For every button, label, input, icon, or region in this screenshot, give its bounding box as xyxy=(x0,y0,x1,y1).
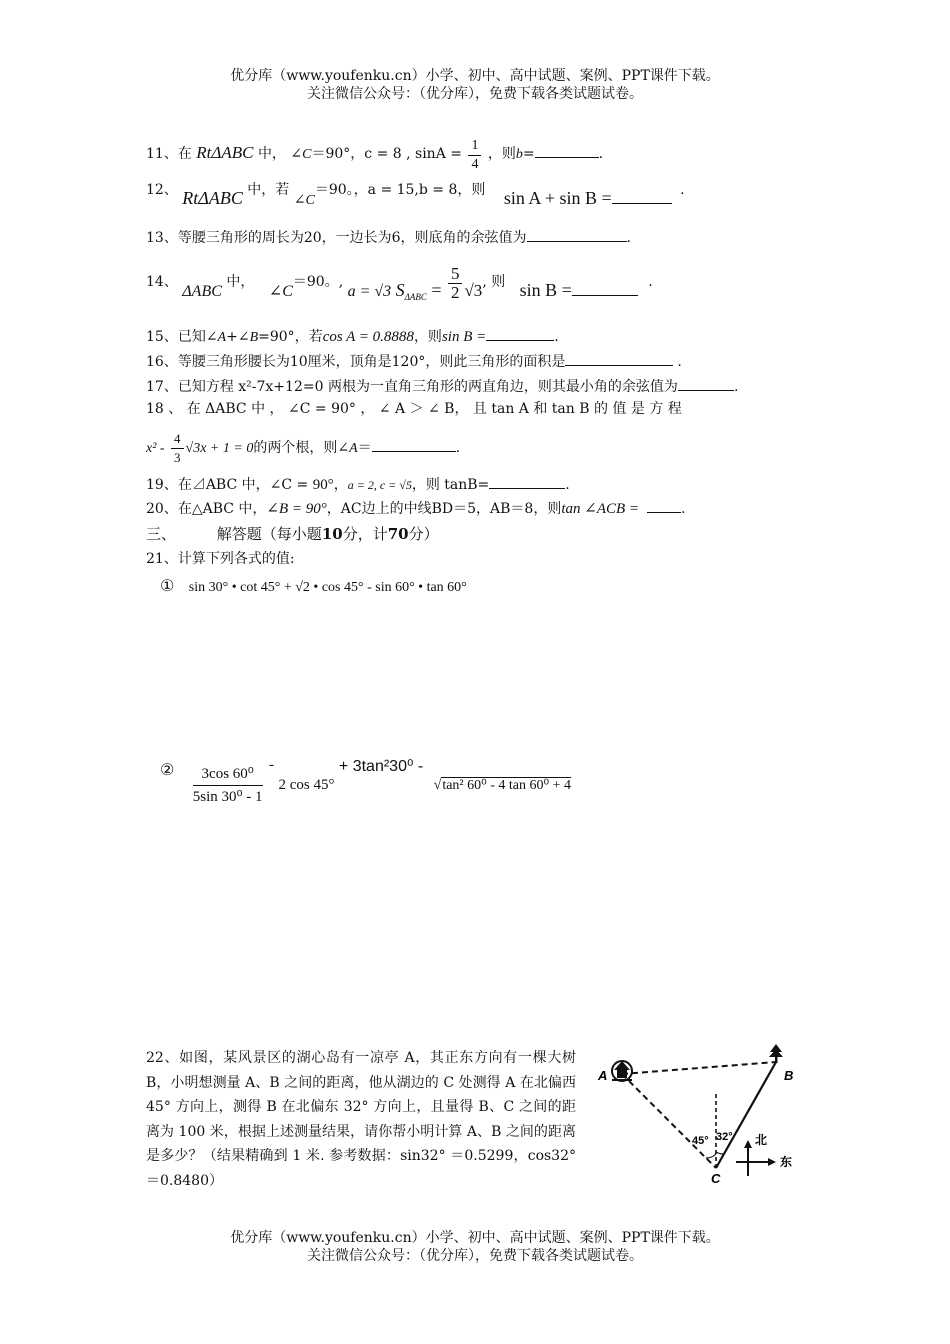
answer-blank[interactable] xyxy=(572,281,638,296)
answer-blank[interactable] xyxy=(372,437,456,452)
question-11: 11、在 RtΔABC 中， ∠C＝90°，c = 8 , sinA = $\frac{1}{4}$ ，则b= . xyxy=(146,138,604,172)
question-15: 15、已知∠A+∠B=90°，若cos A = 0.8888，则sin B = . xyxy=(146,326,559,348)
answer-blank[interactable] xyxy=(486,326,554,341)
fraction: $\frac{4}{3}$ xyxy=(171,430,184,467)
section-heading: 三、 解答题（每小题10分，计70分） xyxy=(146,525,439,543)
fraction: $\frac{1}{4}$ xyxy=(468,137,481,174)
label-a: A xyxy=(598,1068,608,1083)
answer-blank[interactable] xyxy=(489,474,565,489)
question-18: 18 、 在 ΔABC 中 ， ∠C = 90° ， ∠ A ＞ ∠ B， 且 tan A 和 tan B 的 值 是 方 程 xyxy=(146,401,682,417)
label-c: C xyxy=(711,1171,721,1185)
question-22: 22、如图，某风景区的湖心岛有一凉亭 A，其正东方向有一棵大树 B，小明想测量 A、B 之间的距离，他从湖边的 C 处测得 A 在北偏西 45° 方向上，测得 B 在北偏东 32° 方向上，且量得 B、C 之间的距离为 100 米，根据上述测量结果，请你帮小明计算 A、B 之间的距离是多少？（结果精确到 1 米. 参考数据：sin32° ＝0.5299，cos32° ＝0.8480） xyxy=(146,1050,576,1189)
fraction: $\frac{\text{3cos 60⁰}}{\text{5sin 30⁰ - 1}}$ xyxy=(193,763,263,808)
question-21-part-1: ① sin 30° • cot 45° + √2 • cos 45° - sin 60° • tan 60° xyxy=(160,576,467,595)
answer-blank[interactable] xyxy=(647,498,681,513)
angle-label-right: 32° xyxy=(716,1131,733,1143)
question-18-cont: x² - $\frac{4}{3}$ √3x + 1 = 0的两个根，则∠A＝ . xyxy=(146,431,461,465)
angle-arc-left xyxy=(706,1154,716,1158)
north-label: 北 xyxy=(755,1133,768,1147)
segment-ab xyxy=(622,1062,776,1074)
tree-icon xyxy=(769,1044,783,1063)
header-line-1: 优分库（www.youfenku.cn）小学、初中、高中试题、案例、PPT课件下载。 xyxy=(230,68,720,84)
question-13: 13、等腰三角形的周长为20，一边长为6，则底角的余弦值为 . xyxy=(146,227,631,248)
question-21-part-2: ② $\frac{\text{3cos 60⁰}}{\text{5sin 30⁰ - 1}}$ - 2 cos 45° + 3tan²30⁰ - √tan² 60⁰ - 4 tan 60⁰ + 4 xyxy=(160,762,571,810)
answer-blank[interactable] xyxy=(535,143,599,158)
angle-arc-right xyxy=(716,1152,724,1154)
east-label: 东 xyxy=(780,1155,793,1169)
label-b: B xyxy=(784,1068,794,1083)
fraction: $\frac{5}{2}$ xyxy=(448,265,463,302)
question-21: 21、计算下列各式的值: xyxy=(146,551,295,567)
question-17: 17、已知方程 x²-7x+12=0 两根为一直角三角形的两直角边，则其最小角的余弦值为 . xyxy=(146,376,738,397)
question-14: 14、 ΔABC 中， ∠C＝90。, a = √3 $S_{\Delta ABC}$ = $\frac{5}{2}$ √3, 则 sin B = . xyxy=(146,264,653,302)
question-16: 16、等腰三角形腰长为10厘米，顶角是120°，则此三角形的面积是 . xyxy=(146,351,682,372)
segment-bc xyxy=(716,1062,776,1168)
question-20: 20、在△ABC 中，∠B = 90°，AC边上的中线BD＝5，AB＝8，则tan ∠ACB = . xyxy=(146,498,685,519)
question-19: 19、在⊿ABC 中，∠C = 90°，a = 2, c = √5，则 tanB= . xyxy=(146,474,570,495)
segment-ac xyxy=(622,1074,716,1168)
footer-line-1: 优分库（www.youfenku.cn）小学、初中、高中试题、案例、PPT课件下载。 xyxy=(230,1230,720,1246)
geometry-figure xyxy=(590,1040,805,1185)
footer-line-2: 关注微信公众号：（优分库），免费下载各类试题试卷。 xyxy=(307,1248,643,1264)
page-footer xyxy=(0,1229,950,1265)
pavilion-icon xyxy=(612,1061,632,1081)
page-header xyxy=(0,67,950,103)
header-line-2: 关注微信公众号：（优分库），免费下载各类试题试卷。 xyxy=(307,86,643,102)
question-12: 12、 RtΔABC 中，若 ∠C＝90。，a = 15,b = 8，则 sin A + sin B = . xyxy=(146,182,685,208)
answer-blank[interactable] xyxy=(565,351,673,366)
angle-label-left: 45° xyxy=(692,1135,709,1147)
answer-blank[interactable] xyxy=(678,376,734,391)
answer-blank[interactable] xyxy=(527,227,627,242)
answer-blank[interactable] xyxy=(612,189,672,204)
